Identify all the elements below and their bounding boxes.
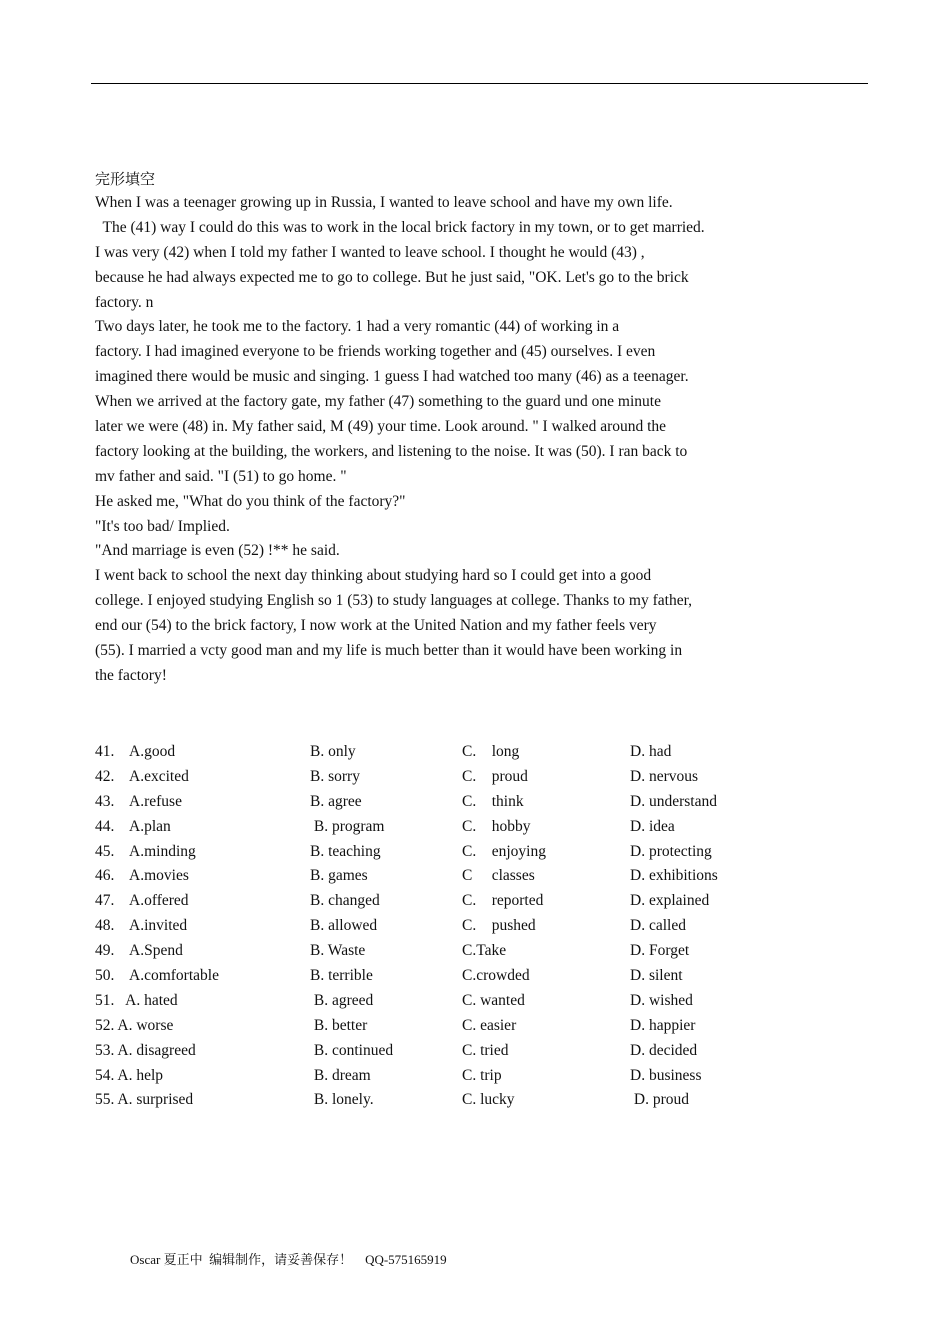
option-c: C classes bbox=[462, 867, 535, 885]
option-row bbox=[95, 914, 795, 939]
option-b: B. only bbox=[310, 743, 356, 760]
option-row bbox=[95, 1039, 795, 1064]
passage-line: college. I enjoyed studying English so 1 (53) to study languages at college. Thanks to my father, bbox=[95, 592, 693, 610]
option-b: B. dream bbox=[310, 1066, 371, 1084]
passage-line: "It's too bad/ Implied. bbox=[95, 517, 230, 535]
option-c: C. reported bbox=[462, 892, 544, 910]
option-c: C. think bbox=[462, 792, 524, 810]
option-b: B. terrible bbox=[310, 967, 373, 985]
option-d: D. understand bbox=[630, 792, 717, 810]
option-d: D. exhibitions bbox=[630, 867, 718, 885]
option-b: B. agreed bbox=[310, 991, 374, 1009]
option-c: C. wanted bbox=[462, 991, 525, 1009]
option-row bbox=[95, 815, 795, 840]
option-b: B. allowed bbox=[310, 917, 378, 935]
passage-line: factory. n bbox=[95, 293, 154, 311]
option-c: C. proud bbox=[462, 767, 528, 785]
option-c: C.Take bbox=[462, 942, 507, 960]
option-d: D. Forget bbox=[630, 942, 690, 960]
option-a: 52. A. worse bbox=[95, 1016, 174, 1034]
passage-line: (55). I married a vcty good man and my life is much better than it would have been working in bbox=[95, 642, 683, 660]
option-c: C. enjoying bbox=[462, 842, 546, 860]
option-a: 46. A.movies bbox=[95, 867, 189, 885]
passage-line: When I was a teenager growing up in Russia, I wanted to leave school and have my own life. bbox=[95, 194, 673, 211]
option-row bbox=[95, 864, 795, 889]
option-c: C. pushed bbox=[462, 917, 536, 935]
option-c: C. long bbox=[462, 743, 520, 760]
option-c: C. trip bbox=[462, 1066, 502, 1084]
option-a: 41. A.good bbox=[95, 743, 176, 760]
option-a: 55. A. surprised bbox=[95, 1091, 194, 1109]
passage bbox=[95, 191, 775, 689]
passage-line: imagined there would be music and singing. 1 guess I had watched too many (46) as a teenager. bbox=[95, 368, 689, 386]
option-d: D. protecting bbox=[630, 842, 712, 860]
passage-line: When we arrived at the factory gate, my father (47) something to the guard und one minute bbox=[95, 393, 661, 411]
option-d: D. silent bbox=[630, 967, 683, 985]
option-a: 48. A.invited bbox=[95, 917, 188, 935]
passage-line: "And marriage is even (52) !** he said. bbox=[95, 542, 340, 560]
option-a: 42. A.excited bbox=[95, 767, 189, 785]
option-a: 53. A. disagreed bbox=[95, 1041, 196, 1059]
option-b: B. changed bbox=[310, 892, 380, 910]
option-row bbox=[95, 840, 795, 865]
answer-options bbox=[95, 740, 795, 1113]
passage-line: I was very (42) when I told my father I wanted to leave school. I thought he would (43) , bbox=[95, 243, 645, 261]
passage-line: the factory! bbox=[95, 666, 167, 684]
option-a: 45. A.minding bbox=[95, 842, 196, 860]
option-c: C.crowded bbox=[462, 967, 530, 985]
option-b: B. better bbox=[310, 1016, 368, 1034]
option-row bbox=[95, 740, 795, 765]
option-d: D. idea bbox=[630, 817, 675, 835]
section-title: 完形填空 bbox=[95, 172, 156, 188]
option-b: B. sorry bbox=[310, 767, 360, 785]
passage-line: Two days later, he took me to the factory. 1 had a very romantic (44) of working in a bbox=[95, 318, 620, 336]
option-b: B. agree bbox=[310, 792, 362, 810]
option-row bbox=[95, 939, 795, 964]
option-a: 44. A.plan bbox=[95, 817, 171, 835]
option-c: C. easier bbox=[462, 1016, 517, 1034]
option-row bbox=[95, 765, 795, 790]
passage-line: factory. I had imagined everyone to be friends working together and (45) ourselves. I even bbox=[95, 343, 656, 361]
option-b: B. Waste bbox=[310, 942, 366, 960]
option-c: C. hobby bbox=[462, 817, 531, 835]
option-a: 43. A.refuse bbox=[95, 792, 182, 810]
passage-line: I went back to school the next day thinking about studying hard so I could get into a good bbox=[95, 567, 652, 585]
option-d: D. decided bbox=[630, 1041, 698, 1059]
option-row bbox=[95, 889, 795, 914]
option-b: B. games bbox=[310, 867, 368, 885]
option-b: B. teaching bbox=[310, 842, 381, 860]
passage-line: end our (54) to the brick factory, I now work at the United Nation and my father feels very bbox=[95, 617, 657, 635]
option-row bbox=[95, 1088, 795, 1113]
option-b: B. continued bbox=[310, 1041, 394, 1059]
passage-line: factory looking at the building, the workers, and listening to the noise. It was (50). I ran back to bbox=[95, 442, 688, 460]
option-row bbox=[95, 790, 795, 815]
option-d: D. wished bbox=[630, 991, 693, 1009]
option-row bbox=[95, 989, 795, 1014]
option-d: D. nervous bbox=[630, 767, 699, 785]
option-a: 54. A. help bbox=[95, 1066, 164, 1084]
option-b: B. program bbox=[310, 817, 385, 835]
option-d: D. explained bbox=[630, 892, 710, 910]
option-c: C. lucky bbox=[462, 1091, 515, 1109]
option-d: D. business bbox=[630, 1066, 702, 1084]
option-a: 50. A.comfortable bbox=[95, 967, 219, 985]
option-row bbox=[95, 1014, 795, 1039]
passage-line: later we were (48) in. My father said, M (49) your time. Look around. " I walked around the bbox=[95, 418, 667, 436]
option-a: 49. A.Spend bbox=[95, 942, 183, 960]
passage-line: The (41) way I could do this was to work in the local brick factory in my town, or to get married. bbox=[95, 218, 705, 236]
option-a: 51. A. hated bbox=[95, 991, 178, 1009]
option-row bbox=[95, 964, 795, 989]
option-d: D. called bbox=[630, 917, 686, 935]
option-d: D. proud bbox=[630, 1091, 689, 1109]
option-row bbox=[95, 1064, 795, 1089]
header-rule bbox=[91, 83, 868, 84]
passage-line: mv father and said. "I (51) to go home. " bbox=[95, 467, 347, 485]
option-a: 47. A.offered bbox=[95, 892, 189, 910]
passage-line: because he had always expected me to go to college. But he just said, "OK. Let's go to the brick bbox=[95, 268, 689, 286]
option-d: D. had bbox=[630, 743, 672, 760]
option-b: B. lonely. bbox=[310, 1091, 374, 1109]
page-footer: Oscar 夏正中 编辑制作，请妥善保存！ QQ-575165919 bbox=[130, 1252, 447, 1267]
option-c: C. tried bbox=[462, 1041, 509, 1059]
passage-line: He asked me, "What do you think of the factory?" bbox=[95, 492, 406, 510]
option-d: D. happier bbox=[630, 1016, 696, 1034]
